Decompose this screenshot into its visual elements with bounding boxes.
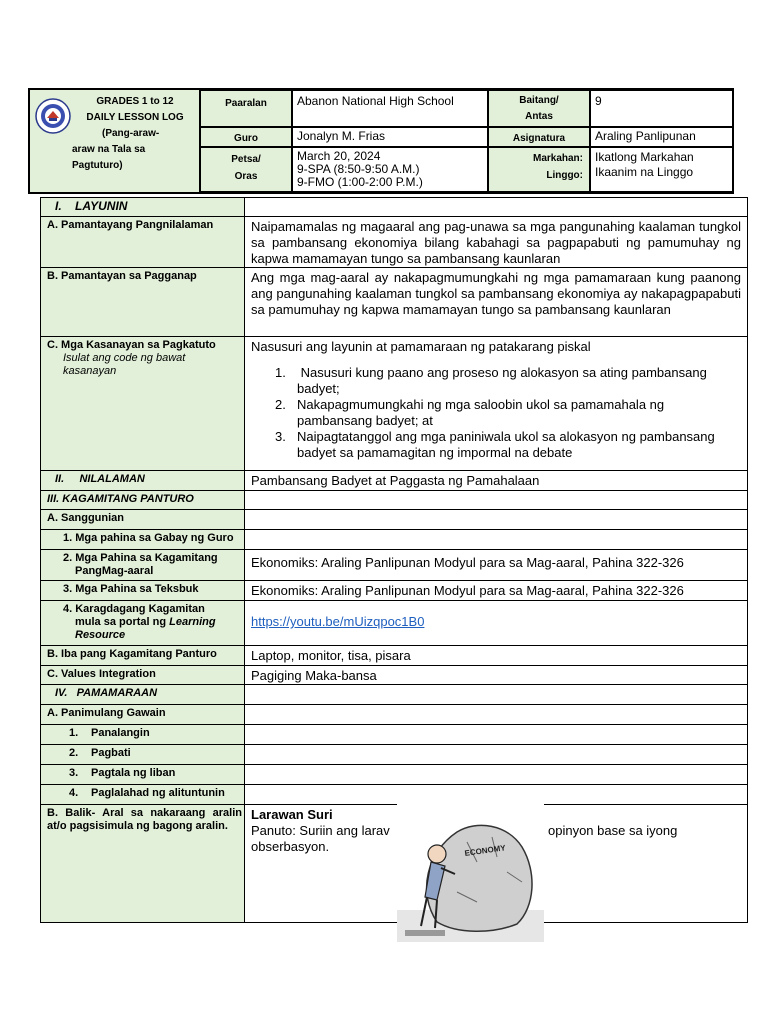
- kasanayan-note: Isulat ang code ng bawat kasanayan: [63, 352, 186, 377]
- petsa-label: [200, 147, 292, 192]
- gawain-number: 2.: [69, 747, 79, 759]
- gawain-empty: [245, 745, 748, 765]
- table-row: [41, 471, 748, 491]
- table-row: [41, 510, 748, 530]
- layunin-empty: [245, 198, 748, 217]
- cartoon-caption: ECONOMY: [464, 843, 507, 858]
- teksbuk-label: 3. Mga Pahina sa Teksbuk: [41, 581, 245, 601]
- gawain-text: Panalangin: [91, 727, 150, 739]
- pagganap-value: Ang mga mag-aaral ay nakapagmumungkahi ng mga pamamaraan kung paanong ang pangunahing kaalaman tungkol sa pambansang ekonomiya ay nakapagpapabuti sa pamumuhay ng kapwa mamamayan tungo sa pambansang kaunlaran: [245, 268, 748, 337]
- portal-label-line-2: [63, 616, 240, 629]
- kagamitang-label-line-2: PangMag-aaral: [75, 565, 154, 577]
- list-item-text: Nakapagmumungkahi ng mga saloobin ukol sa pamamahala ng pambansang badyet; at: [297, 397, 665, 428]
- linggo-label-line: Linggo:: [546, 170, 583, 181]
- gawain-item-2: [41, 745, 245, 765]
- person-head-icon: [428, 845, 446, 863]
- list-item-number: 1.: [275, 365, 286, 380]
- lesson-log-table: [40, 197, 748, 923]
- panimulang-label: A. Panimulang Gawain: [41, 705, 245, 725]
- gawain-item-4: [41, 785, 245, 805]
- iba-label: B. Iba pang Kagamitang Panturo: [41, 646, 245, 666]
- panimulang-empty: [245, 705, 748, 725]
- values-label: C. Values Integration: [41, 666, 245, 685]
- panuto-part-a: Panuto: Suriin ang larav: [251, 823, 390, 838]
- pamantayang-label: A. Pamantayang Pangnilalaman: [41, 217, 245, 268]
- gawain-empty: [245, 765, 748, 785]
- kasanayan-value: [245, 337, 748, 471]
- iba-value: Laptop, monitor, tisa, pisara: [245, 646, 748, 666]
- portal-label-part: mula sa portal ng: [75, 616, 170, 628]
- baitang-label-line-1: Baitang/: [519, 95, 559, 106]
- list-item-text: Nasusuri kung paano ang proseso ng alokasyon sa ating pambansang badyet;: [297, 365, 711, 396]
- petsa-line-3: 9-FMO (1:00-2:00 P.M.): [297, 175, 423, 189]
- linggo-value-line: Ikaanim na Linggo: [595, 165, 694, 179]
- youtube-link[interactable]: https://youtu.be/mUizqpoc1B0: [251, 614, 425, 629]
- title-line-5: Pagtuturo): [72, 160, 123, 171]
- sanggunian-label: A. Sanggunian: [41, 510, 245, 530]
- gawain-number: 3.: [69, 767, 79, 779]
- guro-label: Guro: [200, 127, 292, 147]
- list-item-text: Naipagtatanggol ang mga paniniwala ukol sa alokasyon ng pambansang badyet sa pamamagitan ng impormal na debate: [297, 429, 715, 460]
- balik-aral-label: B. Balik- Aral sa nakaraang aralin at/o pagsisimula ng bagong aralin.: [41, 805, 245, 923]
- nilalaman-label-text: II. NILALAMAN: [55, 473, 145, 485]
- baitang-value: 9: [590, 90, 734, 127]
- markahan-value: [590, 147, 734, 192]
- table-row: [41, 685, 748, 705]
- markahan-label: [488, 147, 590, 192]
- baitang-label: [488, 90, 590, 127]
- title-line-2: DAILY LESSON LOG: [86, 112, 184, 123]
- table-row: [41, 491, 748, 510]
- title-line-1: GRADES 1 to 12: [96, 96, 174, 107]
- layunin-heading: [41, 198, 245, 217]
- table-row: [41, 581, 748, 601]
- dll-title: [72, 94, 198, 174]
- gawain-text: Paglalahad ng alituntunin: [91, 787, 225, 799]
- portal-label-italic: Learning: [169, 616, 216, 628]
- petsa-line-2: 9-SPA (8:50-9:50 A.M.): [297, 162, 420, 176]
- kasanayan-list: [251, 365, 741, 461]
- table-row: [41, 646, 748, 666]
- gawain-number: 4.: [69, 787, 79, 799]
- list-item: [251, 429, 741, 461]
- list-item: [251, 397, 741, 429]
- panuto-part-c: obserbasyon.: [251, 839, 330, 854]
- pamamaraan-label: [41, 685, 245, 705]
- list-item-number: 3.: [275, 429, 286, 444]
- pamantayang-value: Naipamamalas ng magaaral ang pag-unawa sa mga pangunahing kaalaman tungkol sa pambansang ekonomiya bilang kabahagi sa pagpapabuti ng pamumuhay ng kapwa mamamayan tungo sa pambansang kaunlaran: [245, 217, 748, 268]
- teksbuk-value: Ekonomiks: Araling Panlipunan Modyul para sa Mag-aaral, Pahina 322-326: [245, 581, 748, 601]
- deped-seal-icon: [35, 98, 71, 134]
- baitang-label-line-2: Antas: [525, 111, 553, 122]
- table-row: [41, 530, 748, 550]
- gawain-text: Pagbati: [91, 747, 131, 759]
- gawain-empty: [245, 725, 748, 745]
- portal-label: [41, 601, 245, 646]
- gabay-label: 1. Mga pahina sa Gabay ng Guro: [41, 530, 245, 550]
- petsa-value: [292, 147, 488, 192]
- title-line-3: (Pang-araw-: [102, 128, 160, 139]
- markahan-label-line: Markahan:: [532, 153, 583, 164]
- table-row: [41, 785, 748, 805]
- kasanayan-intro: Nasusuri ang layunin at pamamaraan ng patakarang piskal: [251, 339, 591, 354]
- larawan-title: Larawan Suri: [251, 807, 333, 822]
- kagamitang-label: [41, 550, 245, 581]
- values-value: Pagiging Maka-bansa: [245, 666, 748, 685]
- table-row: [41, 601, 748, 646]
- asignatura-label: Asignatura: [488, 127, 590, 147]
- markahan-value-line: Ikatlong Markahan: [595, 150, 694, 164]
- kagamitan-label-text: III. KAGAMITANG PANTURO: [47, 493, 194, 505]
- petsa-line-1: March 20, 2024: [297, 149, 381, 163]
- kasanayan-label-text: C. Mga Kasanayan sa Pagkatuto: [47, 339, 216, 351]
- panuto-part-b: opinyon base sa iyong: [548, 823, 678, 838]
- paaralan-value: Abanon National High School: [292, 90, 488, 127]
- list-item: [251, 365, 741, 397]
- table-row: [41, 198, 748, 217]
- pamamaraan-label-text: IV. PAMAMARAAN: [55, 687, 158, 699]
- table-row: [41, 765, 748, 785]
- table-row: [41, 725, 748, 745]
- layunin-heading-text: I. LAYUNIN: [55, 199, 128, 213]
- table-row: [41, 705, 748, 725]
- kasanayan-label: [41, 337, 245, 471]
- petsa-label-line-1: Petsa/: [231, 154, 261, 165]
- kagamitang-value: Ekonomiks: Araling Panlipunan Modyul para sa Mag-aaral, Pahina 322-326: [245, 550, 748, 581]
- gawain-item-1: [41, 725, 245, 745]
- economy-cartoon-image: [397, 802, 544, 942]
- title-line-4: araw na Tala sa: [72, 144, 146, 155]
- paaralan-label: Paaralan: [200, 90, 292, 127]
- kagamitan-label: [41, 491, 245, 510]
- gawain-item-3: [41, 765, 245, 785]
- portal-label-line-3: Resource: [75, 629, 126, 641]
- sanggunian-empty: [245, 510, 748, 530]
- table-row: [41, 805, 748, 923]
- gawain-text: Pagtala ng liban: [91, 767, 176, 779]
- nilalaman-label: [41, 471, 245, 491]
- kagamitan-empty: [245, 491, 748, 510]
- nilalaman-value: Pambansang Badyet at Paggasta ng Pamahalaan: [245, 471, 748, 491]
- portal-label-line-1: 4. Karagdagang Kagamitan: [63, 603, 205, 615]
- kagamitang-label-line-1: 2. Mga Pahina sa Kagamitang: [63, 552, 218, 564]
- header-logo-cell: [30, 90, 200, 192]
- table-row: [41, 666, 748, 685]
- table-row: [41, 745, 748, 765]
- asignatura-value: Araling Panlipunan: [590, 127, 734, 147]
- petsa-label-line-2: Oras: [234, 171, 258, 182]
- table-row: [41, 337, 748, 471]
- gabay-empty: [245, 530, 748, 550]
- list-item-number: 2.: [275, 397, 286, 412]
- pamamaraan-empty: [245, 685, 748, 705]
- table-row: [41, 550, 748, 581]
- gawain-number: 1.: [69, 727, 79, 739]
- table-row: [41, 268, 748, 337]
- portal-value: [245, 601, 748, 646]
- table-row: [41, 217, 748, 268]
- pagganap-label: B. Pamantayan sa Pagganap: [41, 268, 245, 337]
- header-block: [28, 88, 734, 194]
- guro-value: Jonalyn M. Frias: [292, 127, 488, 147]
